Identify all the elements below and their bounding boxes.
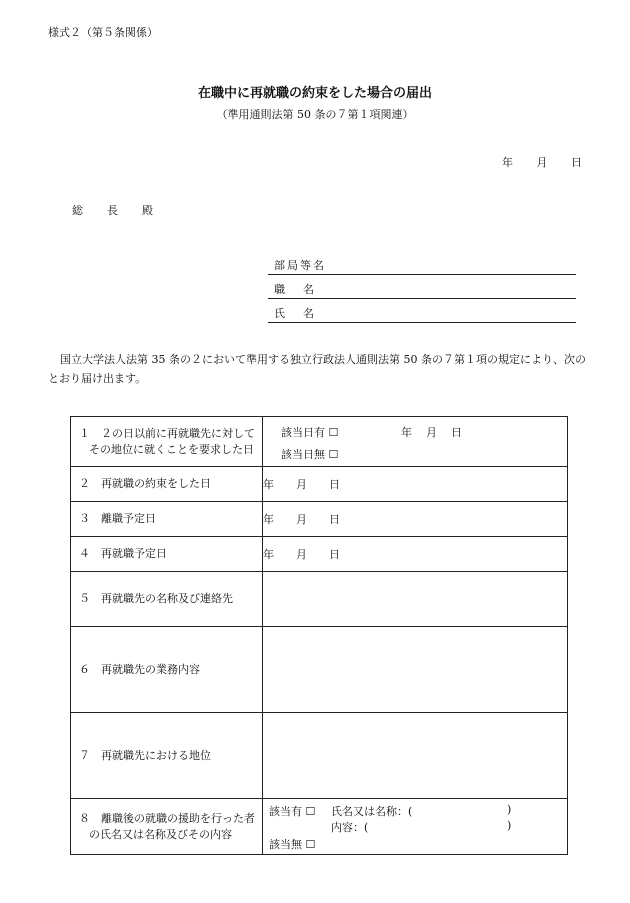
table-row <box>71 799 568 855</box>
row8-label: ８ 離職後の就職の援助を行った者の氏名又は名称及びその内容 <box>71 799 263 855</box>
date-year-label: 年 <box>502 156 513 169</box>
row1-not-applicable-checkbox[interactable]: ☐ <box>328 448 339 461</box>
row3-date[interactable]: 年 月 日 <box>263 502 568 537</box>
table-row <box>71 627 568 713</box>
row5-label: ５ 再就職先の名称及び連絡先 <box>71 572 263 627</box>
row1-label: １ ２の日以前に再就職先に対してその地位に就くことを要求した日 <box>71 417 263 467</box>
row1-applicable-checkbox[interactable]: ☐ <box>328 426 339 439</box>
row7-value[interactable] <box>263 713 568 799</box>
row1-not-applicable-label: 該当日無 <box>281 448 325 461</box>
notification-table <box>70 416 568 855</box>
row4-date[interactable]: 年 月 日 <box>263 537 568 572</box>
name-field[interactable] <box>268 302 576 323</box>
row1-date[interactable]: 年 月 日 <box>401 426 462 439</box>
row6-value[interactable] <box>263 627 568 713</box>
position-label: 職名 <box>274 283 332 296</box>
position-field[interactable] <box>268 278 576 299</box>
row1-applicable-label: 該当日有 <box>281 426 325 439</box>
row1-value <box>263 417 568 467</box>
department-field[interactable] <box>268 254 576 275</box>
row2-label: ２ 再就職の約束をした日 <box>71 467 263 502</box>
row8-not-applicable-label: 該当無 <box>269 838 302 851</box>
row4-label: ４ 再就職予定日 <box>71 537 263 572</box>
table-row <box>71 467 568 502</box>
row8-value <box>263 799 568 855</box>
submission-date[interactable] <box>482 154 582 170</box>
row8-applicable-checkbox[interactable]: ☐ <box>305 805 316 818</box>
row5-value[interactable] <box>263 572 568 627</box>
row8-name-field[interactable]: 氏名又は名称：( <box>331 805 413 818</box>
row8-content-field[interactable]: 内容：( <box>331 821 369 834</box>
row7-label: ７ 再就職先における地位 <box>71 713 263 799</box>
table-row <box>71 417 568 467</box>
row8-content-close: ) <box>507 819 512 832</box>
row6-label: ６ 再就職先の業務内容 <box>71 627 263 713</box>
table-row <box>71 537 568 572</box>
row8-not-applicable-checkbox[interactable]: ☐ <box>305 838 316 851</box>
department-label: 部局等名 <box>274 259 326 272</box>
row3-label: ３ 離職予定日 <box>71 502 263 537</box>
table-row <box>71 713 568 799</box>
addressee: 総長殿 <box>72 204 177 217</box>
row8-applicable-label: 該当有 <box>269 805 302 818</box>
form-number-label: 様式２（第５条関係） <box>48 26 158 39</box>
name-label: 氏名 <box>274 307 332 320</box>
statement-text: 国立大学法人法第 35 条の２において準用する独立行政法人通則法第 50 条の７第１項の規定により、次のとおり届け出ます。 <box>48 353 586 385</box>
table-row <box>71 572 568 627</box>
table-row <box>71 502 568 537</box>
document-title: 在職中に再就職の約束をした場合の届出 <box>197 86 432 101</box>
row8-name-close: ) <box>507 803 512 816</box>
document-subtitle: （準用通則法第 50 条の７第１項関連） <box>216 108 414 121</box>
date-day-label: 日 <box>571 156 582 169</box>
row2-date[interactable]: 年 月 日 <box>263 467 568 502</box>
date-month-label: 月 <box>536 156 548 169</box>
